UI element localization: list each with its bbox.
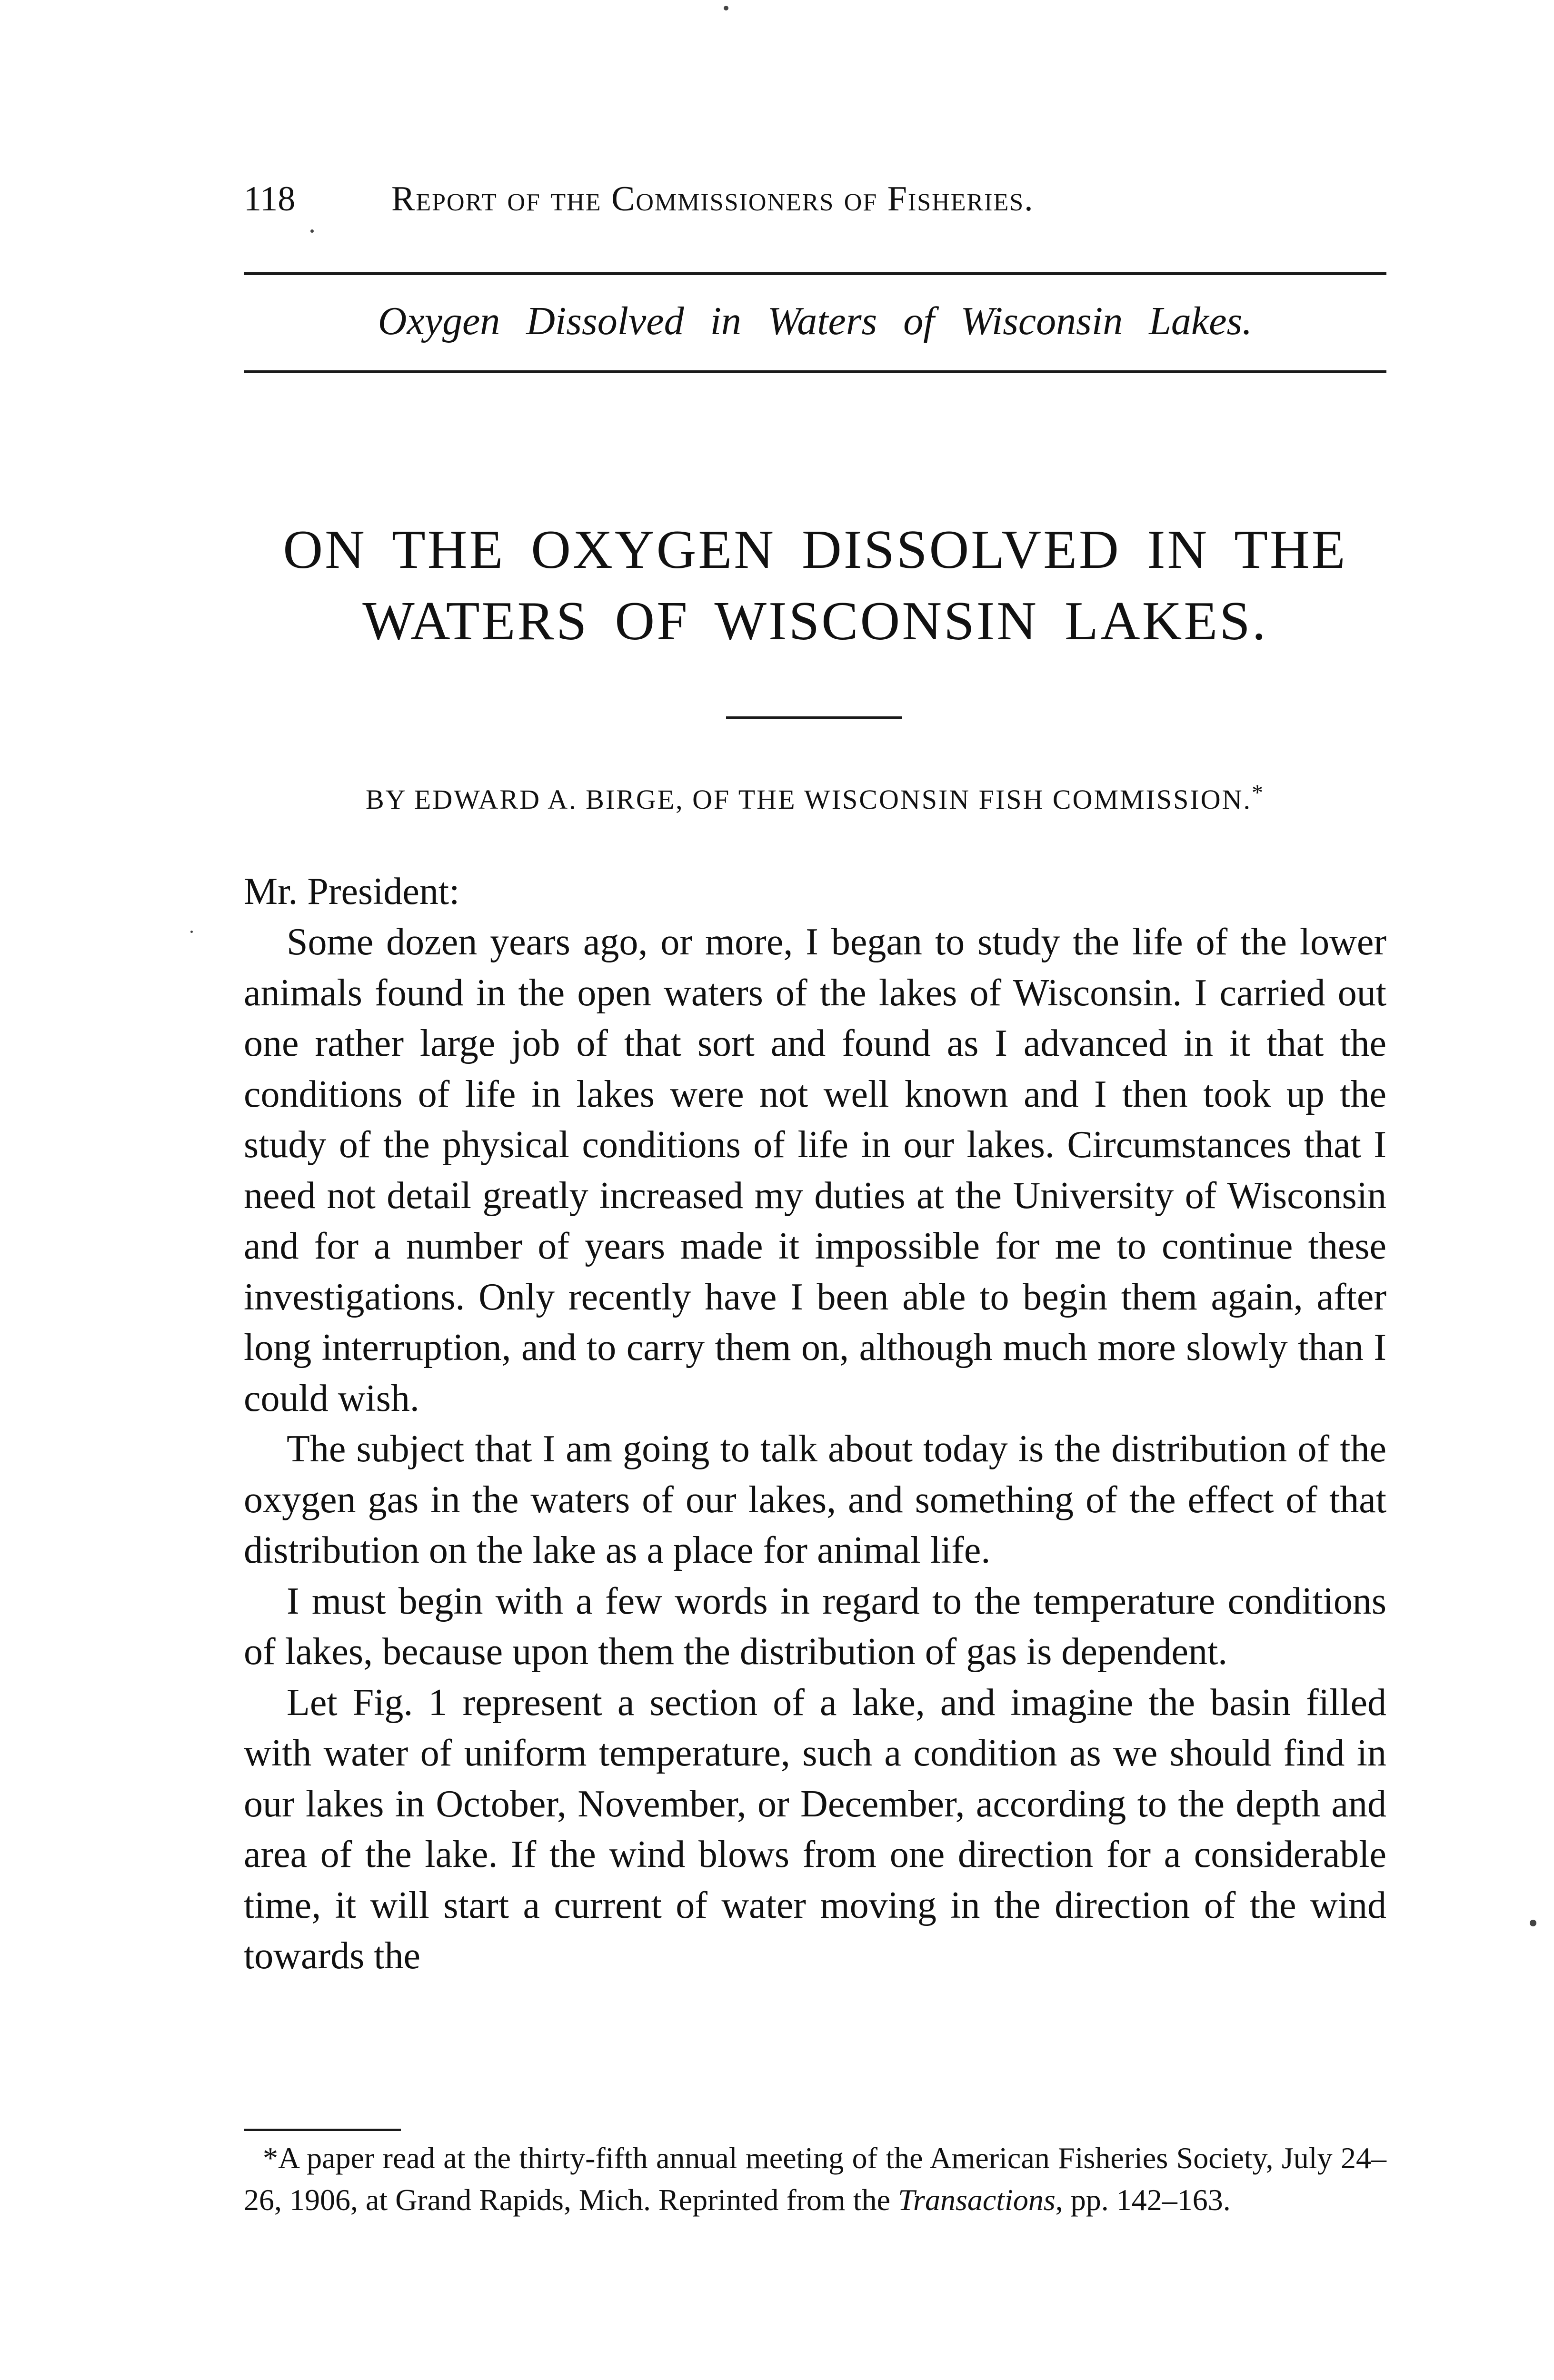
article-title-line-1: ON THE OXYGEN DISSOLVED IN THE [283,519,1347,580]
article-body [244,917,1386,1982]
scan-speck [724,6,728,10]
footnote-rule [244,2129,401,2131]
paragraph: The subject that I am going to talk about today is the distribution of the oxygen gas in the waters of our lakes, and something of the effect of that distribution on the lake as a place for animal life. [244,1428,1386,1571]
footnote-pages: , pp. 142–163. [1055,2183,1231,2217]
header-bottom-rule [244,370,1386,373]
footnote-marker: * [263,2141,278,2175]
section-header: Oxygen Dissolved in Waters of Wisconsin Lakes. [378,299,1253,343]
header-top-rule [244,272,1386,275]
byline [244,771,1386,830]
footnote [244,2137,1386,2221]
title-separator-rule [726,716,902,719]
footnote-italic-title: Transactions [897,2183,1056,2217]
footnote-text: A paper read at the thirty-fifth annual meeting of the American Fisheries Society, July 24–26, 1906, at Grand Rapids, Mich. Reprinted from the [244,2141,1386,2217]
scan-speck [310,229,314,233]
scan-speck [190,931,193,933]
paragraph: Let Fig. 1 represent a section of a lake, and imagine the basin filled with water of uniform temperature, such a condition as we should find in our lakes in October, November, or December, according to the depth and area of the lake. If the wind blows from one direction for a considerable time, it will start a current of water moving in the direction of the wind towards the [244,1681,1386,1977]
salutation: Mr. President: [244,871,460,912]
scan-speck [1530,1920,1536,1926]
page-number: 118 [244,179,296,218]
paragraph: I must begin with a few words in regard to the temperature conditions of lakes, because upon them the distribution of gas is dependent. [244,1580,1386,1673]
paragraph: Some dozen years ago, or more, I began to study the life of the lower animals found in the open waters of the lakes of Wisconsin. I carried out one rather large job of that sort and found as I advanced in it that the conditions of life in lakes were not well known and I then took up the study of the physical conditions of life in our lakes. Circumstances that I need not detail greatly increased my duties at the University of Wisconsin and for a number of years made it impossible for me to continue these investigations. Only recently have I been able to begin them again, after long interruption, and to carry them on, although much more slowly than I could wish. [244,921,1386,1419]
report-title: Report of the Commissioners of Fisheries. [391,179,1034,218]
article-title [244,514,1386,657]
running-head [244,170,1386,228]
byline-text: BY EDWARD A. BIRGE, OF THE WISCONSIN FISH COMMISSION. [365,784,1252,815]
article-title-line-2: WATERS OF WISCONSIN LAKES. [362,591,1268,652]
footnote-reference: * [1252,780,1265,805]
